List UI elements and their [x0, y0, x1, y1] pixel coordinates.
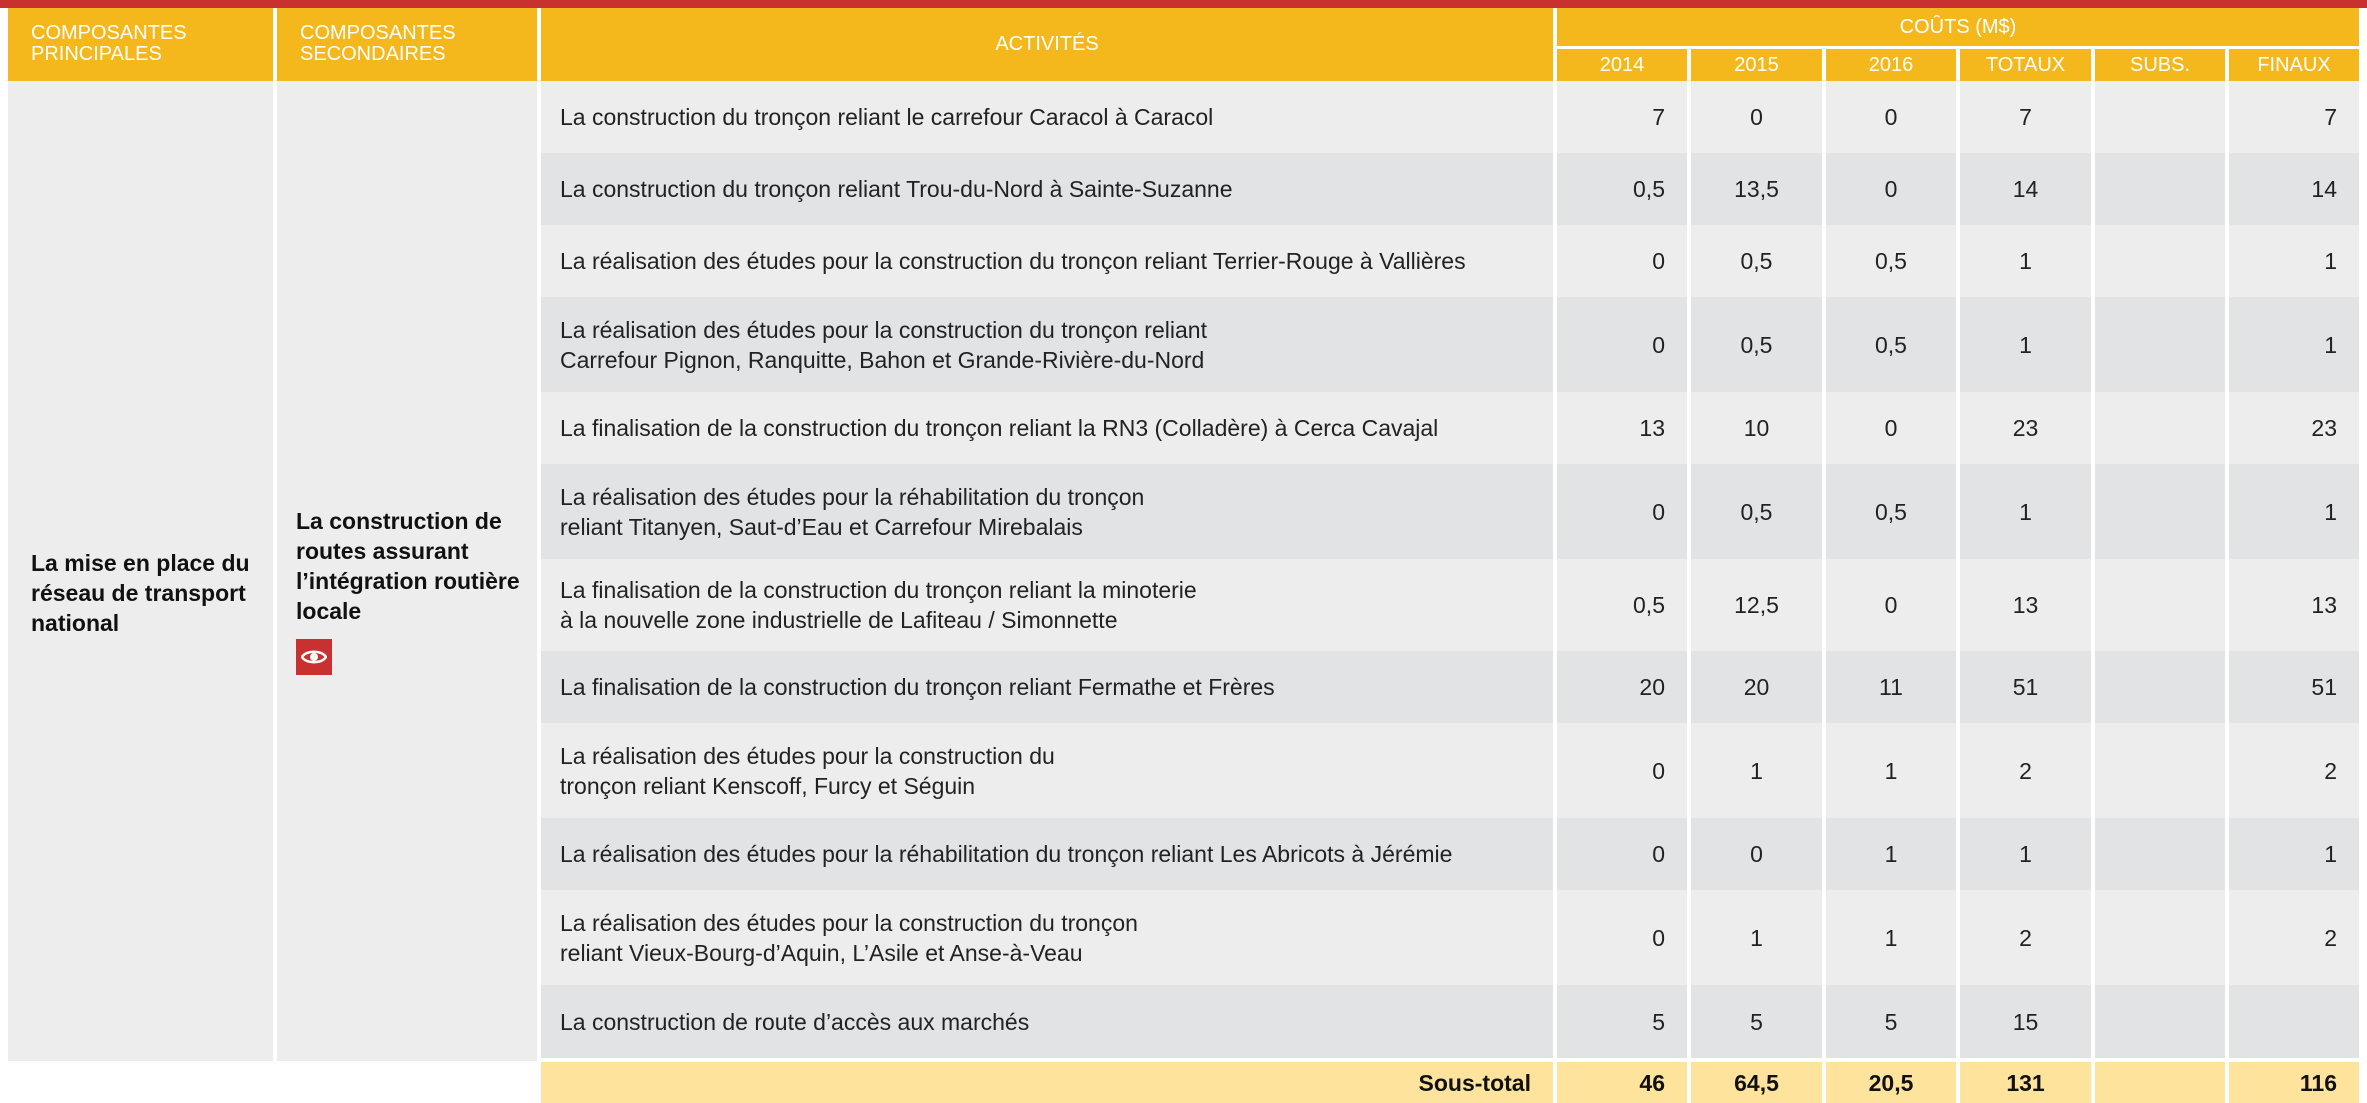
cell-subs	[2091, 651, 2225, 723]
cell-subs	[2091, 985, 2225, 1058]
cell-2014: 13	[1553, 392, 1687, 464]
cell-2016: 11	[1822, 651, 1956, 723]
activity-cell: La réalisation des études pour la réhabilitation du tronçon reliant Titanyen, Saut-d’Eau et Carrefour Mirebalais	[537, 464, 1553, 559]
cell-2016: 5	[1822, 985, 1956, 1058]
table-row	[537, 651, 2359, 723]
cell-subs	[2091, 392, 2225, 464]
cell-2014: 0	[1553, 818, 1687, 890]
cell-total: 7	[1956, 81, 2091, 153]
cell-subs	[2091, 559, 2225, 651]
cell-2014: 0	[1553, 464, 1687, 559]
cell-2014: 5	[1553, 985, 1687, 1058]
cell-subs	[2091, 818, 2225, 890]
cell-2014: 0	[1553, 890, 1687, 985]
cell-total: 51	[1956, 651, 2091, 723]
cell-2015: 10	[1687, 392, 1822, 464]
cell-2015: 0	[1687, 81, 1822, 153]
cell-final: 1	[2225, 225, 2359, 297]
cell-final: 1	[2225, 464, 2359, 559]
header-secondary-components: COMPOSANTES SECONDAIRES	[273, 8, 537, 81]
header-year-2016: 2016	[1822, 46, 1956, 81]
cell-total: 1	[1956, 297, 2091, 392]
cell-total: 1	[1956, 464, 2091, 559]
table-row	[537, 297, 2359, 392]
cell-2014: 0,5	[1553, 153, 1687, 225]
cell-2016: 0	[1822, 392, 1956, 464]
header-finals: FINAUX	[2225, 46, 2359, 81]
cell-total: 13	[1956, 559, 2091, 651]
cell-2016: 0,5	[1822, 297, 1956, 392]
table-row	[537, 225, 2359, 297]
activity-cell: La construction du tronçon reliant le carrefour Caracol à Caracol	[537, 81, 1553, 153]
cell-total: 23	[1956, 392, 2091, 464]
cell-2016: 1	[1822, 818, 1956, 890]
table-row	[537, 464, 2359, 559]
table-row	[537, 153, 2359, 225]
main-component-cell	[8, 81, 273, 1061]
cell-2015: 64,5	[1687, 1062, 1822, 1103]
cell-final: 1	[2225, 297, 2359, 392]
header-costs: COÛTS (M$)	[1553, 8, 2359, 46]
cell-2015: 0,5	[1687, 464, 1822, 559]
subtotal-row	[537, 1058, 2359, 1103]
cell-2014: 0	[1553, 225, 1687, 297]
cell-final: 13	[2225, 559, 2359, 651]
activity-cell: La réalisation des études pour la construction du tronçon reliant Vieux-Bourg-d’Aquin, L’Asile et Anse-à-Veau	[537, 890, 1553, 985]
header-activities: ACTIVITÉS	[537, 8, 1553, 81]
cell-total: 14	[1956, 153, 2091, 225]
cell-2016: 0,5	[1822, 464, 1956, 559]
cell-2014: 20	[1553, 651, 1687, 723]
cell-subs	[2091, 81, 2225, 153]
cell-total: 2	[1956, 890, 2091, 985]
cell-final: 2	[2225, 723, 2359, 818]
cell-2015: 13,5	[1687, 153, 1822, 225]
cell-subs	[2091, 225, 2225, 297]
cell-total: 2	[1956, 723, 2091, 818]
cell-total: 1	[1956, 225, 2091, 297]
header-year-2014: 2014	[1553, 46, 1687, 81]
cell-final: 23	[2225, 392, 2359, 464]
cell-2016: 0	[1822, 81, 1956, 153]
cell-subs	[2091, 153, 2225, 225]
cell-final	[2225, 985, 2359, 1058]
cell-subs	[2091, 890, 2225, 985]
cell-2015: 0	[1687, 818, 1822, 890]
cell-total: 1	[1956, 818, 2091, 890]
cell-final: 1	[2225, 818, 2359, 890]
cell-2014: 0,5	[1553, 559, 1687, 651]
cell-2015: 5	[1687, 985, 1822, 1058]
cell-2016: 0,5	[1822, 225, 1956, 297]
cell-2015: 12,5	[1687, 559, 1822, 651]
cell-2016: 0	[1822, 559, 1956, 651]
activity-cell: La finalisation de la construction du tronçon reliant la RN3 (Colladère) à Cerca Cavajal	[537, 392, 1553, 464]
subtotal-label: Sous-total	[537, 1062, 1553, 1103]
table-row	[537, 985, 2359, 1058]
cell-final: 116	[2225, 1062, 2359, 1103]
cell-2015: 0,5	[1687, 225, 1822, 297]
table-row	[537, 818, 2359, 890]
cell-2016: 1	[1822, 723, 1956, 818]
header-main-components: COMPOSANTES PRINCIPALES	[8, 8, 273, 81]
table-row	[537, 559, 2359, 651]
cell-subs	[2091, 297, 2225, 392]
table-row	[537, 723, 2359, 818]
activity-cell: La réalisation des études pour la construction du tronçon reliant Terrier-Rouge à Vallières	[537, 225, 1553, 297]
cell-total: 15	[1956, 985, 2091, 1058]
header-subs: SUBS.	[2091, 46, 2225, 81]
activity-cell: La réalisation des études pour la construction du tronçon reliant Kenscoff, Furcy et Séguin	[537, 723, 1553, 818]
header-year-2015: 2015	[1687, 46, 1822, 81]
cell-2014: 46	[1553, 1062, 1687, 1103]
activity-cell: La finalisation de la construction du tronçon reliant la minoterie à la nouvelle zone industrielle de Lafiteau / Simonnette	[537, 559, 1553, 651]
table-row	[537, 392, 2359, 464]
activity-cell: La réalisation des études pour la construction du tronçon reliant Carrefour Pignon, Ranquitte, Bahon et Grande-Rivière-du-Nord	[537, 297, 1553, 392]
top-accent-bar	[0, 0, 2367, 8]
cell-subs	[2091, 464, 2225, 559]
main-component-label: La mise en place du réseau de transport national	[31, 550, 250, 636]
cell-2015: 20	[1687, 651, 1822, 723]
activity-cell: La construction de route d’accès aux marchés	[537, 985, 1553, 1058]
header-totals: TOTAUX	[1956, 46, 2091, 81]
cell-2016: 0	[1822, 153, 1956, 225]
secondary-component-cell	[273, 81, 537, 1061]
cell-2014: 0	[1553, 297, 1687, 392]
secondary-component-label: La construction de routes assurant l’intégration routière locale	[296, 508, 520, 624]
activity-cell: La construction du tronçon reliant Trou-du-Nord à Sainte-Suzanne	[537, 153, 1553, 225]
activity-cell: La réalisation des études pour la réhabilitation du tronçon reliant Les Abricots à Jérémie	[537, 818, 1553, 890]
cell-2015: 1	[1687, 723, 1822, 818]
cell-final: 51	[2225, 651, 2359, 723]
cell-final: 14	[2225, 153, 2359, 225]
cell-subs	[2091, 1062, 2225, 1103]
activity-cell: La finalisation de la construction du tronçon reliant Fermathe et Frères	[537, 651, 1553, 723]
cell-final: 7	[2225, 81, 2359, 153]
cell-2015: 0,5	[1687, 297, 1822, 392]
cell-final: 2	[2225, 890, 2359, 985]
cell-2015: 1	[1687, 890, 1822, 985]
cell-2014: 0	[1553, 723, 1687, 818]
cell-2014: 7	[1553, 81, 1687, 153]
eye-icon[interactable]	[296, 639, 332, 675]
cell-total: 131	[1956, 1062, 2091, 1103]
cell-subs	[2091, 723, 2225, 818]
cell-2016: 20,5	[1822, 1062, 1956, 1103]
cell-2016: 1	[1822, 890, 1956, 985]
table-row	[537, 890, 2359, 985]
table-row	[537, 81, 2359, 153]
